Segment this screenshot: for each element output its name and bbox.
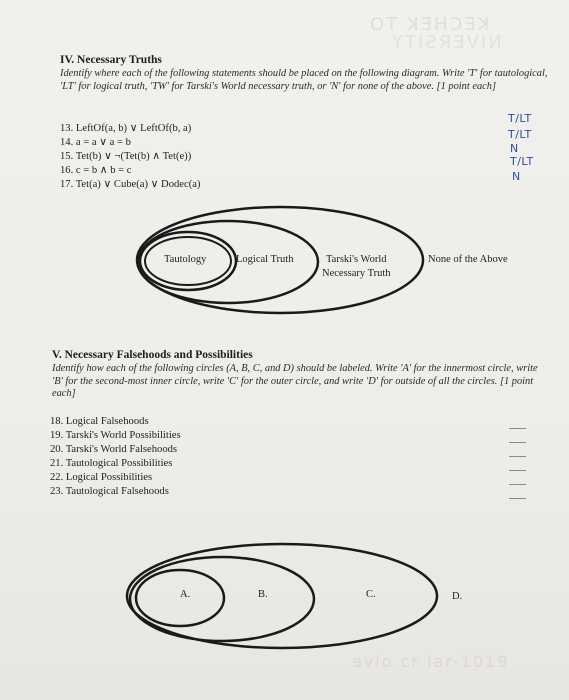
bleed-through-mark: ɘvlo cr lar-1019: [352, 652, 510, 671]
section-5-outer-ellipse: [127, 544, 437, 648]
tautology-label: Tautology: [164, 254, 207, 265]
answer-blank[interactable]: [509, 456, 526, 457]
section-4-heading: IV. Necessary Truths: [60, 54, 162, 66]
circle-label-a: A.: [180, 589, 191, 600]
statement-item: 13. LeftOf(a, b) ∨ LeftOf(b, a): [60, 123, 192, 134]
label-item: 23. Tautological Falsehoods: [50, 486, 169, 497]
answer-blank[interactable]: [509, 428, 526, 429]
handwritten-answer: N: [510, 142, 519, 155]
circle-label-d: D.: [452, 591, 463, 602]
section-5-instructions: Identify how each of the following circles (A, B, C, and D) should be labeled. Write 'A' for the innermost circle, write 'B' for the second-most inner circle, write 'C' for the outer circle, and write 'D' for outside of all the circles. [1 point each]: [52, 363, 538, 399]
tarskis-world-label-line-2: Necessary Truth: [322, 268, 391, 279]
answer-blank[interactable]: [509, 442, 526, 443]
handwritten-answer: T/LT: [508, 128, 532, 141]
label-item: 18. Logical Falsehoods: [50, 416, 149, 427]
statement-item: 15. Tet(b) ∨ ¬(Tet(b) ∧ Tet(e)): [60, 151, 192, 162]
answer-blank[interactable]: [509, 470, 526, 471]
statement-item: 14. a = a ∨ a = b: [60, 137, 131, 148]
circle-label-c: C.: [366, 589, 376, 600]
label-item: 20. Tarski's World Falsehoods: [50, 444, 178, 455]
section-4-instructions: Identify where each of the following statements should be placed on the following diagram. Write 'T' for tautological, 'LT' for logical truth, 'TW' for Tarski's World necessary truth, or 'N' for none of the above. [1 point each]: [60, 68, 548, 92]
logical-truth-label: Logical Truth: [236, 254, 294, 265]
section-5-middle-ellipse: [130, 557, 314, 641]
handwritten-answer: N: [512, 170, 521, 183]
tarskis-world-label: Tarski's World: [326, 254, 387, 265]
none-of-the-above-label: None of the Above: [428, 254, 508, 265]
bleed-through-mark: YTIƧЯƎVIИ: [392, 32, 504, 53]
handwritten-answer: T/LT: [508, 112, 532, 125]
answer-blank[interactable]: [509, 498, 526, 499]
bleed-through-mark: OT ꓘƎHϽƎꓘ: [370, 14, 492, 35]
circle-label-b: B.: [258, 589, 268, 600]
label-item: 19. Tarski's World Possibilities: [50, 430, 181, 441]
statement-item: 16. c = b ∧ b = c: [60, 165, 132, 176]
section-5-items: [50, 415, 181, 499]
answer-blank[interactable]: [509, 484, 526, 485]
label-item: 21. Tautological Possibilities: [50, 458, 173, 469]
handwritten-answer: T/LT: [510, 155, 534, 168]
section-5-heading: V. Necessary Falsehoods and Possibilities: [52, 349, 253, 361]
statement-item: 17. Tet(a) ∨ Cube(a) ∨ Dodec(a): [60, 179, 201, 190]
label-item: 22. Logical Possibilities: [50, 472, 153, 483]
